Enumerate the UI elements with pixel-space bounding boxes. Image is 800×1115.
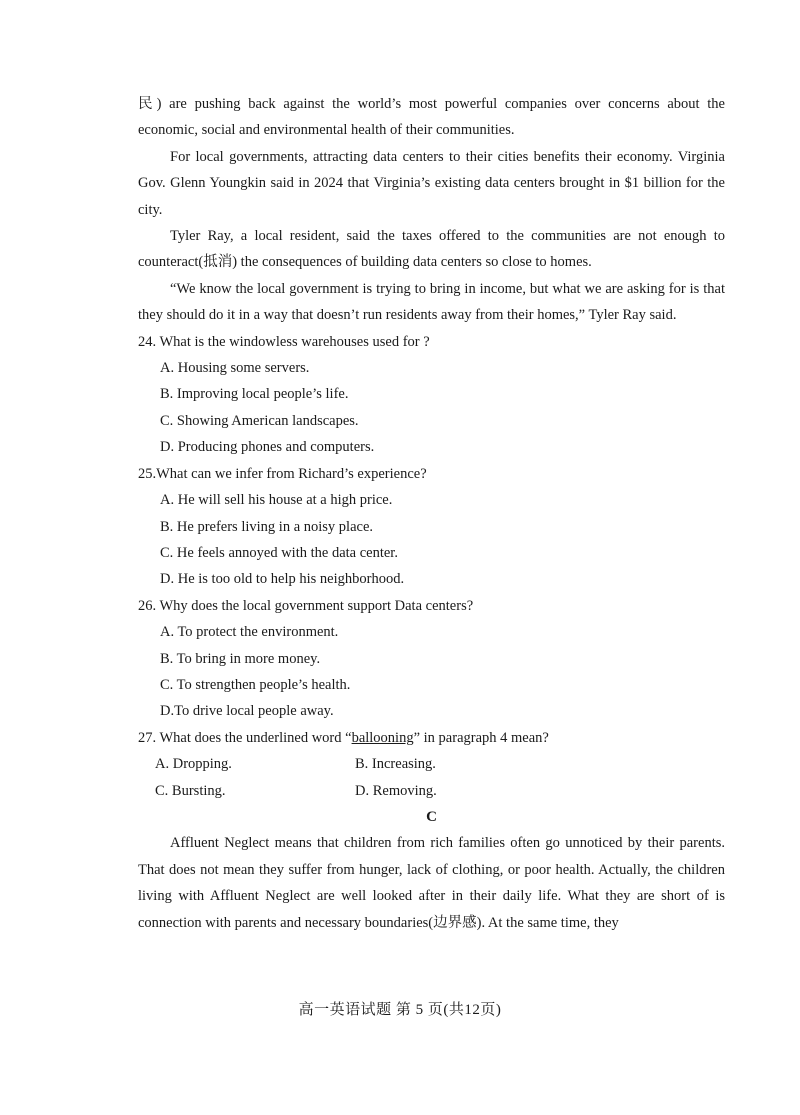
option-a: A. He will sell his house at a high price. (160, 492, 393, 509)
option-d: D.To drive local people away. (160, 703, 334, 720)
passage-b-paragraph-2: For local governments, attracting data centers to their cities benefits their economy. Virginia Gov. Glenn Youngkin said in 2024 that Virginia’s existing data centers brought in $1 billion for the city. (138, 148, 725, 218)
option-c: C. To strengthen people’s health. (160, 676, 351, 693)
question-24 (138, 329, 725, 461)
question-25 (138, 461, 725, 593)
passage-b-paragraph-1: 民) are pushing back against the world’s most powerful companies over concerns about the economic, social and environmental health of their communities. (138, 96, 725, 139)
section-c-title: C (426, 808, 437, 825)
option-c: C. Bursting. (155, 782, 226, 799)
question-stem (138, 725, 725, 751)
question-stem: 24. What is the windowless warehouses used for ? (138, 333, 430, 350)
option-grid (138, 751, 725, 804)
page-content (138, 91, 725, 936)
passage-b-paragraph-4: “We know the local government is trying to bring in income, but what we are asking for is that they should do it in a way that doesn’t run residents away from their homes,” Tyler Ray said. (138, 280, 725, 324)
underlined-word: ballooning (351, 729, 414, 746)
question-stem: 26. Why does the local government support Data centers? (138, 597, 474, 614)
option-b: B. Increasing. (355, 756, 436, 773)
question-stem: 25.What can we infer from Richard’s experience? (138, 465, 427, 482)
option-c: C. Showing American landscapes. (160, 412, 359, 429)
page-footer: 高一英语试题 第 5 页(共12页) (298, 1002, 502, 1018)
option-b: B. To bring in more money. (160, 650, 321, 667)
question-26 (138, 593, 725, 725)
question-stem-before: 27. What does the underlined word “ (138, 729, 352, 746)
passage-b-paragraph-3: Tyler Ray, a local resident, said the taxes offered to the communities are not enough to counteract(抵消) the consequences of building data centers so close to homes. (138, 228, 725, 271)
option-d: D. Producing phones and computers. (160, 439, 375, 456)
option-a: A. To protect the environment. (160, 624, 339, 641)
option-a: A. Dropping. (155, 756, 232, 773)
option-c: C. He feels annoyed with the data center. (160, 544, 398, 561)
question-27 (138, 725, 725, 804)
option-a: A. Housing some servers. (160, 360, 310, 377)
question-stem-after: ” in paragraph 4 mean? (413, 729, 549, 746)
option-d: D. He is too old to help his neighborhood. (160, 571, 405, 588)
option-b: B. Improving local people’s life. (160, 386, 349, 403)
option-d: D. Removing. (355, 782, 437, 799)
passage-c-paragraph-1: Affluent Neglect means that children from rich families often go unnoticed by their parents. That does not mean they suffer from hunger, lack of clothing, or poor health. Actually, the children living with Affluent Neglect are well looked after in their daily life. What they are short of is connection with parents and necessary boundaries(边界感). At the same time, they (138, 835, 725, 931)
option-b: B. He prefers living in a noisy place. (160, 518, 374, 535)
